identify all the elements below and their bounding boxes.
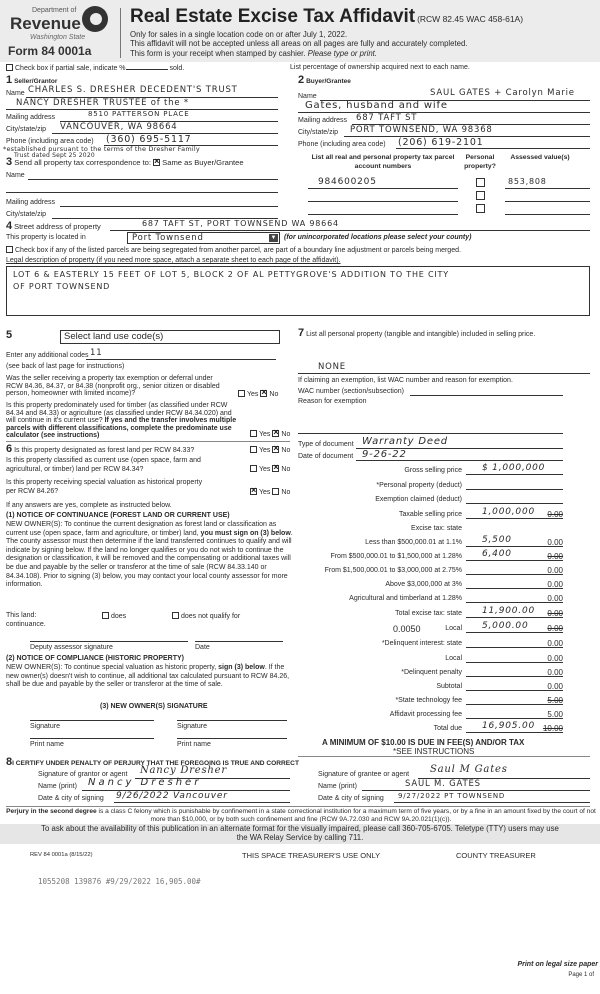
header-line-1: Only for sales in a single location code on or after July 1, 2022. (130, 30, 348, 39)
owner-print-field-2[interactable] (177, 738, 287, 739)
tax-row-handwritten[interactable]: 11,900.00 (482, 606, 536, 616)
does-label: does (111, 613, 127, 620)
tax-row-printed-value: 0.00 (547, 510, 563, 519)
exemption-note: If claiming an exemption, list WAC number and reason for exemption. (298, 377, 513, 384)
buyer-name-2[interactable]: Gates, husband and wife (305, 100, 448, 111)
assessed-value-field[interactable] (505, 201, 590, 202)
street-label: Street address of property (14, 222, 101, 231)
ownership-note: List percentage of ownership acquired next to each name. (290, 64, 470, 71)
yes-label: Yes (259, 431, 271, 438)
owner-print-field-1[interactable] (30, 738, 154, 739)
assessed-col-header: Assessed value(s) (510, 154, 570, 161)
grantee-signature[interactable]: Saul M Gates (430, 764, 508, 775)
grantee-name[interactable]: SAUL M. GATES (405, 779, 481, 789)
local-rate: 0.0050 (393, 624, 421, 634)
buyer-heading: Buyer/Grantee (306, 78, 351, 85)
section-8-number: 8 (6, 756, 13, 768)
historic-yes-checkbox[interactable] (250, 488, 257, 495)
no-label: No (281, 466, 291, 473)
grantor-signature[interactable]: Nancy Dresher (140, 765, 227, 776)
historic-question: Is this property receiving special valuation as historical property per RCW 84.26? (6, 479, 203, 495)
header-line-3-italic: Please type or print. (307, 48, 378, 58)
tax-row-handwritten[interactable]: 16,905.00 (482, 721, 536, 731)
parcel-col-header: List all real and personal property tax parcel account numbers (311, 154, 455, 170)
located-label: This property is located in (6, 234, 86, 241)
does-qualify-checkbox[interactable] (102, 612, 109, 619)
seller-mailing[interactable]: 8510 PATTERSON PLACE (88, 110, 190, 118)
parcel-number[interactable]: 984600205 (318, 177, 377, 187)
dept-line: Department of (32, 7, 77, 14)
corr-name-label: Name (6, 172, 25, 179)
exemption-yes-checkbox[interactable] (238, 390, 245, 397)
notice-continuance-title: (1) NOTICE OF CONTINUANCE (FOREST LAND OR CURRENT USE) (6, 512, 230, 519)
notice-text-b: . The county assessor must then determine if the land transferred continues to qualify and will indicate by signing below. If the land no longer qualifies or you do not wish to continue the designation or classification, it will be removed and the compensating or additional taxes will be due and payable by the seller or transferor at the time of sale (RCW 84.33.140 or 84.34.108). Prior to signing (3) below, you may contact your local county assessor for more information. (6, 529, 293, 589)
seller-city[interactable]: VANCOUVER, WA 98664 (60, 122, 178, 132)
tax-row-field[interactable] (466, 474, 563, 475)
county-treasurer-label: COUNTY TREASURER (456, 851, 536, 860)
doc-date-value[interactable]: 9-26-22 (362, 449, 407, 460)
print-name-label-1: Print name (30, 741, 64, 748)
alternate-format-notice: To ask about the availability of this publication in an alternate format for the visually impaired, please call 360-705-6705. Teletype (TTY) users may use the WA Relay Service by calling 711. (0, 824, 600, 844)
print-name-label-2: Print name (177, 741, 211, 748)
tax-row-label: Gross selling price (404, 467, 462, 474)
perjury-notice (4, 808, 598, 823)
tax-row-printed-value: 0.00 (547, 668, 563, 677)
tax-row-label: Less than $500,000.01 at 1.1% (365, 539, 462, 546)
corr-name-field-2[interactable] (6, 192, 278, 193)
no-label: No (281, 489, 291, 496)
tax-row-printed-value: 0.00 (547, 654, 563, 663)
seller-trust-note-1: *established pursuant to the terms of the Dresher Family (3, 145, 200, 153)
tax-row-label: From $1,500,000.01 to $3,000,000 at 2.75% (324, 567, 462, 574)
deputy-date-label: Date (195, 644, 210, 651)
same-as-buyer-label: Same as Buyer/Grantee (162, 158, 244, 167)
tax-row-label: Local (445, 625, 462, 632)
wac-field[interactable] (410, 395, 563, 396)
grantor-date-city[interactable]: 9/26/2022 Vancouver (116, 791, 228, 801)
tax-row-printed-value: 5.00 (547, 710, 563, 719)
yes-label: Yes (259, 489, 271, 496)
exemption-question: Was the seller receiving a property tax exemption or deferral under RCW 84.36, 84.37, or 84.38 (nonprofit org., senior citizen or disabled person, homeowner with limited income)? (6, 375, 220, 398)
notice2-text-a: NEW OWNER(S): To continue special valuation as historic property, (6, 664, 219, 671)
grantor-sig-label: Signature of grantor or agent (38, 771, 128, 778)
revenue-logo-icon (82, 6, 108, 32)
reason-field[interactable] (298, 433, 563, 434)
tax-row-label: *Personal property (deduct) (376, 482, 462, 489)
tax-row-label: Above $3,000,000 at 3% (385, 581, 462, 588)
certify-statement: I CERTIFY UNDER PENALTY OF PERJURY THAT THE FOREGOING IS TRUE AND CORRECT (12, 760, 299, 767)
buyer-phone-label: Phone (including area code) (298, 141, 386, 148)
personal-property-checkbox[interactable] (476, 204, 485, 213)
personal-property-checkbox[interactable] (476, 191, 485, 200)
wac-label: WAC number (section/subsection) (298, 388, 404, 395)
seller-name-label: Name (6, 90, 25, 97)
corr-mailing-label: Mailing address (6, 199, 56, 206)
personal-property-question (298, 329, 568, 340)
tax-row-handwritten[interactable]: 6,400 (482, 549, 512, 559)
buyer-city[interactable]: PORT TOWNSEND, WA 98368 (350, 125, 493, 135)
doc-date-label: Date of document (298, 453, 354, 460)
doc-type-value[interactable]: Warranty Deed (362, 436, 448, 447)
personal-property-value[interactable]: NONE (318, 362, 346, 372)
does-not-label: does not qualify for (181, 613, 241, 620)
notice-text-a: NEW OWNER(S): To continue the current designation as forest land or classification as current use (open space, farm and agriculture, or timber) land, (6, 521, 277, 537)
see-instructions: *SEE INSTRUCTIONS (393, 747, 475, 756)
notice-compliance-title: (2) NOTICE OF COMPLIANCE (HISTORIC PROPERTY) (6, 655, 184, 662)
parcel-number-field[interactable] (308, 214, 458, 215)
seller-trust-note-2: Trust dated Sept 25 2020 (14, 152, 95, 159)
assessed-value-field[interactable] (505, 188, 590, 189)
same-as-buyer-checkbox[interactable] (153, 159, 160, 166)
state-label: Washington State (30, 34, 86, 41)
tax-row-printed-value: 0.00 (547, 552, 563, 561)
no-label: No (281, 431, 291, 438)
no-label: No (269, 391, 279, 398)
tax-row-printed-value: 0.00 (547, 580, 563, 589)
historic-no-checkbox[interactable] (272, 488, 279, 495)
tax-row-label: Exemption claimed (deduct) (375, 496, 462, 503)
tax-row-label: *Delinquent interest: state (381, 640, 462, 647)
tax-row-label: *Delinquent penalty (401, 669, 462, 676)
tax-row-label: Affidavit processing fee (389, 711, 462, 718)
tax-row-printed-value: 0.00 (547, 609, 563, 618)
section-6-number: 6 (6, 443, 13, 455)
timber-question (6, 402, 241, 440)
grantor-name-label: Name (print) (38, 783, 77, 790)
corr-mailing-field[interactable] (60, 206, 278, 207)
tax-row-label: Total due (433, 725, 462, 732)
yes-label: Yes (259, 466, 271, 473)
timber-no-checkbox[interactable] (272, 430, 279, 437)
perjury-bold: Perjury in the second degree (6, 808, 97, 815)
tax-row-label: Local (445, 655, 462, 662)
seller-heading: Seller/Grantor (14, 78, 58, 85)
located-note: (for unincorporated locations please select your county) (284, 234, 472, 241)
assessed-value-field[interactable] (505, 214, 590, 215)
buyer-name-1[interactable]: SAUL GATES + Carolyn Marie (430, 88, 575, 98)
tax-row-printed-value: 0.00 (547, 594, 563, 603)
legal-description-box[interactable] (6, 266, 590, 316)
parcel-number-field[interactable] (308, 188, 458, 189)
land-use-select[interactable]: Select land use code(s) (60, 330, 280, 344)
forest-question: Is this property designated as forest land per RCW 84.33? (14, 447, 195, 454)
personal-property-label: List all personal property (tangible and intangible) included in selling price. (306, 331, 536, 338)
tax-row-handwritten[interactable]: 5,000.00 (482, 621, 529, 631)
partial-sold-label: sold. (169, 65, 185, 72)
additional-codes-label: Enter any additional codes (6, 352, 89, 359)
owner-signature-field-1[interactable] (30, 720, 154, 721)
property-street[interactable]: 687 TAFT ST, PORT TOWNSEND WA 98664 (142, 219, 339, 228)
form-number: Form 84 0001a (8, 44, 92, 58)
section-3-number: 3 (6, 156, 13, 168)
header-line-2: This affidavit will not be accepted unless all areas on all pages are fully and accurately completed. (130, 39, 468, 49)
buyer-name-label: Name (298, 93, 317, 100)
owner-signature-field-2[interactable] (177, 720, 287, 721)
forest-yes-checkbox[interactable] (250, 446, 257, 453)
location-select-value: Port Townsend (132, 233, 204, 243)
buyer-mailing-label: Mailing address (298, 117, 348, 124)
tax-row-field[interactable] (466, 489, 563, 490)
parcel-number-field[interactable] (308, 201, 458, 202)
new-owner-signature-title: (3) NEW OWNER(S) SIGNATURE (100, 703, 208, 710)
this-land-label: This land: (6, 612, 37, 619)
additional-codes-value[interactable]: 11 (90, 348, 103, 358)
buyer-city-label: City/state/zip (298, 129, 339, 136)
notice2-text-b: . If the new owner(s) doesn't wish to continue, all additional tax calculated pursuant to RCW 84.26, shall be due and payable by the seller or transferor at the time of sale. (6, 664, 290, 689)
grantee-date-city[interactable]: 9/27/2022 PT TOWNSEND (398, 792, 506, 800)
tax-row-label: Total excise tax: state (395, 610, 462, 617)
header-line-3: This form is your receipt when stamped by cashier. (130, 48, 308, 58)
dropdown-arrow-icon[interactable]: ▼ (270, 235, 277, 241)
tax-row-handwritten[interactable]: 5,500 (482, 535, 512, 545)
partial-percent-field[interactable] (126, 69, 168, 70)
legal-description-line-1: LOT 6 & EASTERLY 15 FEET OF LOT 5, BLOCK 2 OF AL PETTYGROVE'S ADDITION TO THE CITY (13, 270, 449, 279)
tax-row-label: Excise tax: state (411, 525, 462, 532)
if-yes-note: If any answers are yes, complete as instructed below. (6, 502, 172, 509)
current-use-question: Is this property classified as current use (open space, farm and agricultural, or timber) land per RCW 84.34? (6, 457, 201, 473)
tax-row-field[interactable] (466, 503, 563, 504)
section-4-number: 4 (6, 220, 13, 232)
timber-question-bold: If yes and the transfer involves multiple parcels with different classifications, complete the predominate use calculator (see instructions) (6, 417, 237, 440)
section-1-number: 1 (6, 74, 13, 86)
forest-no-checkbox[interactable] (272, 446, 279, 453)
section-5-number: 5 (6, 329, 13, 341)
minimum-due-note: A MINIMUM OF $10.00 IS DUE IN FEE(S) AND/OR TAX (322, 738, 525, 747)
signature-label-2: Signature (177, 723, 207, 730)
section-2-number: 2 (298, 74, 305, 86)
notice2-text-bold: sign (3) below (218, 664, 265, 671)
tax-row-printed-value: 0.00 (547, 566, 563, 575)
form-title: Real Estate Excise Tax Affidavit (130, 6, 416, 27)
tax-row-label: From $500,000.01 to $1,500,000 at 1.28% (330, 553, 462, 560)
legal-description-line-2: OF PORT TOWNSEND (13, 282, 111, 291)
partial-sale-label: Check box if partial sale, indicate % (15, 65, 126, 72)
corr-name-field[interactable] (28, 179, 278, 180)
grantee-name-label: Name (print) (318, 783, 357, 790)
tax-row-label: *State technology fee (395, 697, 462, 704)
grantor-date-label: Date & city of signing (38, 795, 104, 802)
seller-phone-label: Phone (including area code) (6, 138, 94, 145)
tax-row-printed-value: 0.00 (547, 538, 563, 547)
timber-question-text: Is this property predominately used for timber (as classified under RCW 84.34 and 84.33) or agriculture (as classified under RCW 84.34.020) and will continue in it's current use? (6, 402, 232, 425)
grantee-sig-label: Signature of grantee or agent (318, 771, 410, 778)
page-number: Page 1 of (568, 972, 594, 978)
tax-row-printed-value: 0.00 (547, 624, 563, 633)
personal-property-checkbox[interactable] (476, 178, 485, 187)
treasurer-stamp: 1055208 139876 #9/29/2022 16,905.00# (38, 877, 201, 886)
continuance-label: continuance. (6, 621, 46, 628)
tax-row-printed-value: 5.00 (547, 696, 563, 705)
yes-label: Yes (259, 447, 271, 454)
print-legal-note: Print on legal size paper (517, 961, 598, 968)
section-7-number: 7 (298, 327, 305, 339)
correspondence-label: Send all property tax correspondence to: (14, 158, 152, 167)
tax-row-printed-value: 0.00 (547, 639, 563, 648)
doc-type-label: Type of document (298, 441, 354, 448)
segregated-label: Check box if any of the listed parcels are being segregated from another parcel, are part of a boundary line adjustment or parcels being merged. (15, 247, 461, 254)
seller-city-label: City/state/zip (6, 126, 47, 133)
no-label: No (281, 447, 291, 454)
reason-label: Reason for exemption (298, 398, 367, 405)
legal-description-label: Legal description of property (if you need more space, attach a separate sheet to each page of the affidavit). (6, 257, 341, 264)
tax-row-label: Taxable selling price (398, 511, 462, 518)
exemption-no-checkbox[interactable] (260, 390, 267, 397)
tax-row-label: Subtotal (436, 683, 462, 690)
tax-row-handwritten[interactable]: $ 1,000,000 (482, 463, 546, 473)
header-divider (120, 8, 121, 58)
buyer-phone[interactable]: (206) 619-2101 (398, 137, 484, 148)
signature-label-1: Signature (30, 723, 60, 730)
see-back-note: (see back of last page for instructions) (6, 363, 125, 370)
deputy-signature-label: Deputy assessor signature (30, 644, 113, 651)
timber-yes-checkbox[interactable] (250, 430, 257, 437)
perjury-text: is a class C felony which is punishable by confinement in a state correctional institution for a maximum term of five years, or by a fine in an amount fixed by the court of not more than $10,000, or by both such confinement and fine (RCW 9A.72.030 and RCW 9A.20.021(1)(c)). (96, 808, 596, 823)
revision-label: REV 84 0001a (8/15/22) (30, 852, 93, 858)
notice-text-bold: you must sign on (3) below (200, 529, 291, 537)
tax-row-label: Agricultural and timberland at 1.28% (349, 595, 462, 602)
tax-row-printed-value: 10.00 (542, 724, 563, 733)
corr-city-label: City/state/zip (6, 211, 47, 218)
assessed-value[interactable]: 853,808 (508, 177, 547, 186)
yes-label: Yes (247, 391, 259, 398)
seller-mailing-label: Mailing address (6, 114, 56, 121)
grantee-date-label: Date & city of signing (318, 795, 384, 802)
seller-name-1[interactable]: CHARLES S. DRESHER DECEDENT'S TRUST (28, 85, 238, 95)
revenue-logo-text: Revenue (10, 14, 81, 33)
seller-phone[interactable]: (360) 695-5117 (106, 134, 192, 145)
buyer-mailing[interactable]: 687 TAFT ST (356, 113, 418, 123)
form-citation: (RCW 82.45 WAC 458-61A) (417, 14, 524, 24)
segregated-checkbox[interactable] (6, 246, 13, 253)
seller-name-2[interactable]: NANCY DRESHER TRUSTEE of the * (16, 98, 189, 108)
partial-sale-checkbox[interactable] (6, 64, 13, 71)
location-select[interactable] (127, 232, 280, 244)
tax-row-printed-value: 0.00 (547, 682, 563, 691)
personal-col-header: Personal property? (464, 154, 496, 170)
tax-row-handwritten[interactable]: 1,000,000 (482, 507, 536, 517)
grantor-name[interactable]: Nancy Dresher (88, 777, 202, 788)
treasurer-use-label: THIS SPACE TREASURER'S USE ONLY (242, 851, 381, 860)
